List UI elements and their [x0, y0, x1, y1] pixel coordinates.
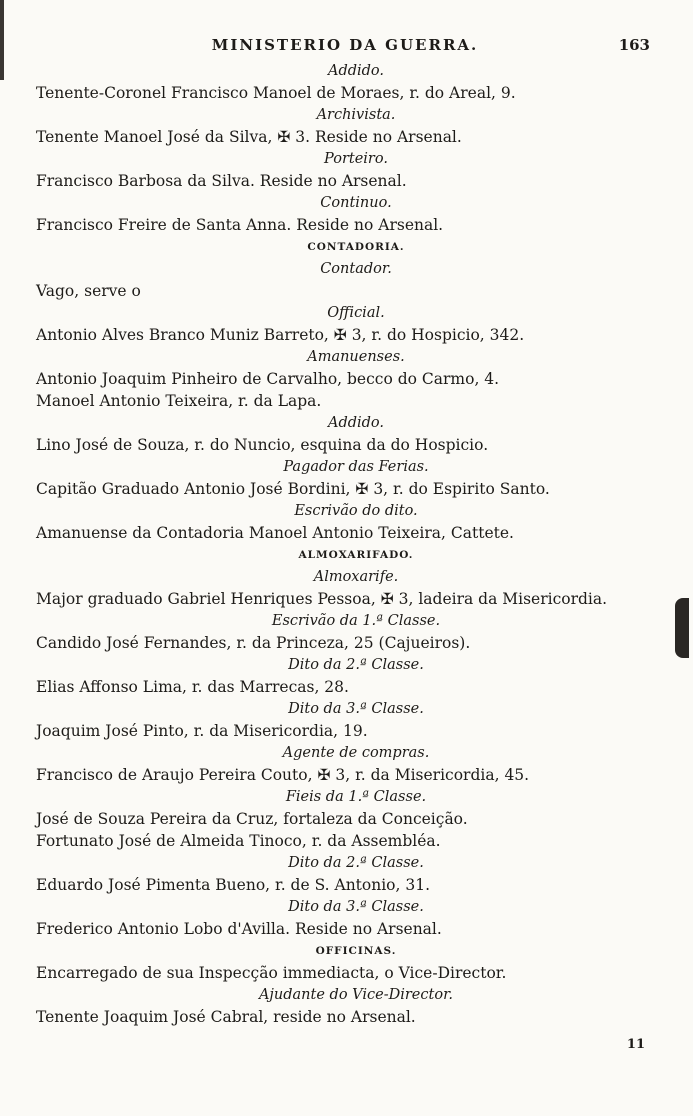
- office-title: Pagador das Ferias.: [283, 459, 429, 475]
- entry-line: Major graduado Gabriel Henriques Pessoa, ✠ 3, ladeira da Misericordia.: [36, 590, 608, 608]
- section-heading: OFFICINAS.: [315, 945, 397, 957]
- running-head: MINISTERIO DA GUERRA.: [211, 36, 479, 54]
- entry-line: Encarregado de sua Inspecção immediacta, o Vice-Director.: [36, 964, 507, 982]
- entry-line: Fortunato José de Almeida Tinoco, r. da Assembléa.: [36, 832, 441, 850]
- office-title: Almoxarife.: [313, 569, 399, 585]
- office-title: Continuo.: [320, 195, 392, 211]
- entry-line: Francisco Barbosa da Silva. Reside no Arsenal.: [36, 172, 407, 190]
- entry-line: Eduardo José Pimenta Bueno, r. de S. Antonio, 31.: [36, 876, 431, 894]
- office-title: Agente de compras.: [282, 745, 430, 761]
- office-title: Ajudante do Vice-Director.: [258, 987, 454, 1003]
- entry-line: Tenente Joaquim José Cabral, reside no Arsenal.: [36, 1008, 416, 1026]
- page-header: [40, 36, 650, 62]
- office-title: Archivista.: [316, 107, 396, 123]
- entry-line: Elias Affonso Lima, r. das Marrecas, 28.: [36, 678, 349, 696]
- page-edge-mark: [675, 598, 689, 658]
- entry-line: Vago, serve o: [36, 282, 141, 300]
- office-title: Contador.: [320, 261, 392, 277]
- office-title: Official.: [327, 305, 385, 321]
- entry-line: Francisco de Araujo Pereira Couto, ✠ 3, r. da Misericordia, 45.: [36, 766, 530, 784]
- office-title: Dito da 2.ª Classe.: [288, 657, 424, 673]
- office-title: Dito da 3.ª Classe.: [288, 701, 424, 717]
- entry-line: José de Souza Pereira da Cruz, fortaleza da Conceição.: [36, 810, 468, 828]
- office-title: Amanuenses.: [307, 349, 405, 365]
- office-title: Addido.: [327, 63, 385, 79]
- entry-line: Francisco Freire de Santa Anna. Reside no Arsenal.: [36, 216, 444, 234]
- entry-line: Antonio Joaquim Pinheiro de Carvalho, becco do Carmo, 4.: [36, 370, 500, 388]
- office-title: Dito da 2.ª Classe.: [288, 855, 424, 871]
- office-title: Escrivão da 1.ª Classe.: [271, 613, 441, 629]
- entry-line: Joaquim José Pinto, r. da Misericordia, 19.: [36, 722, 368, 740]
- office-title: Porteiro.: [324, 151, 388, 167]
- entry-line: Candido José Fernandes, r. da Princeza, 25 (Cajueiros).: [36, 634, 471, 652]
- office-title: Dito da 3.ª Classe.: [288, 899, 424, 915]
- office-title: Fieis da 1.ª Classe.: [285, 789, 427, 805]
- entry-line: Manoel Antonio Teixeira, r. da Lapa.: [36, 392, 322, 410]
- entry-line: Antonio Alves Branco Muniz Barreto, ✠ 3, r. do Hospicio, 342.: [36, 326, 525, 344]
- document-body: [36, 60, 636, 1028]
- entry-line: Capitão Graduado Antonio José Bordini, ✠ 3, r. do Espirito Santo.: [36, 480, 550, 498]
- section-heading: CONTADORIA.: [307, 241, 405, 253]
- page-number: 163: [618, 36, 650, 54]
- entry-line: Tenente Manoel José da Silva, ✠ 3. Reside no Arsenal.: [36, 128, 462, 146]
- signature-mark: 11: [626, 1037, 645, 1052]
- binding-edge: [0, 0, 4, 80]
- entry-line: Lino José de Souza, r. do Nuncio, esquina da do Hospicio.: [36, 436, 489, 454]
- entry-line: Tenente-Coronel Francisco Manoel de Moraes, r. do Areal, 9.: [36, 84, 516, 102]
- entry-line: Amanuense da Contadoria Manoel Antonio Teixeira, Cattete.: [36, 524, 514, 542]
- office-title: Addido.: [327, 415, 385, 431]
- entry-line: Frederico Antonio Lobo d'Avilla. Reside no Arsenal.: [36, 920, 442, 938]
- section-heading: ALMOXARIFADO.: [298, 549, 414, 561]
- office-title: Escrivão do dito.: [294, 503, 418, 519]
